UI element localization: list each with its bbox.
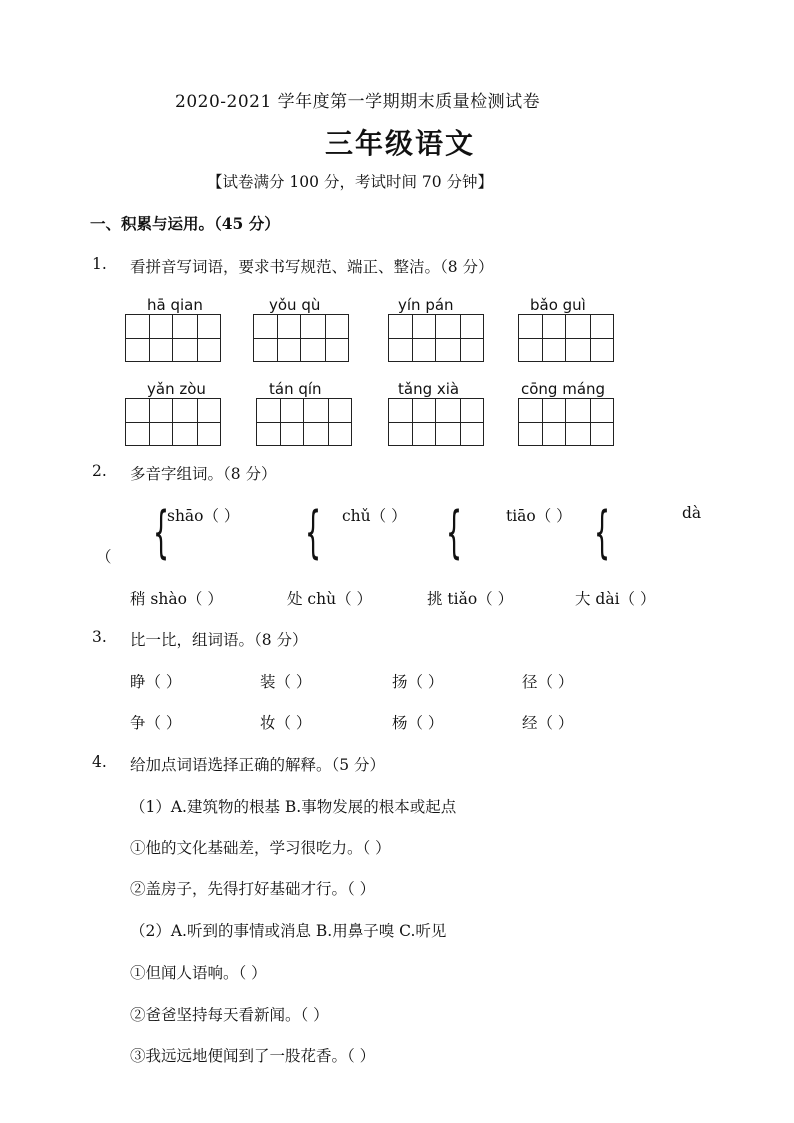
question-text: 看拼音写词语，要求书写规范、端正、整洁。（8 分） — [130, 258, 494, 276]
pinyin-label: yǒu qù — [269, 296, 321, 314]
question-text: 给加点词语选择正确的解释。（5 分） — [130, 756, 386, 774]
brace-icon: { — [446, 500, 463, 565]
pinyin-label: yín pán — [398, 296, 454, 314]
compare-item[interactable]: 经（ ） — [522, 714, 574, 732]
question-text: 多音字组词。（8 分） — [130, 465, 277, 483]
pinyin-label: yǎn zòu — [147, 380, 206, 398]
question-number: 3. — [92, 628, 107, 646]
question-text: 比一比，组词语。（8 分） — [130, 631, 308, 649]
polyphone-item[interactable]: 挑 tiǎo（ ） — [427, 590, 514, 608]
writing-grid[interactable] — [388, 398, 484, 446]
pinyin-label: tán qín — [269, 380, 322, 398]
compare-item[interactable]: 争（ ） — [130, 714, 182, 732]
polyphone-item[interactable]: shāo（ ） — [167, 507, 240, 525]
answer-line[interactable]: ②盖房子，先得打好基础才行。（ ） — [130, 880, 376, 898]
polyphone-item: dà — [682, 504, 702, 522]
polyphone-item[interactable]: 稍 shào（ ） — [130, 590, 223, 608]
writing-grid[interactable] — [253, 314, 349, 362]
compare-item[interactable]: 妆（ ） — [260, 714, 312, 732]
pinyin-label: bǎo guì — [530, 296, 586, 314]
exam-header-line1: 2020-2021 学年度第一学期期末质量检测试卷 — [175, 92, 541, 112]
section-title: 一、积累与运用。（45 分） — [90, 214, 280, 233]
answer-line[interactable]: ①但闻人语响。（ ） — [130, 964, 267, 982]
exam-title: 三年级语文 — [325, 127, 476, 160]
pinyin-label: cōng máng — [521, 380, 606, 398]
writing-grid[interactable] — [125, 398, 221, 446]
question-number: 2. — [92, 462, 107, 480]
pinyin-label: hā qian — [147, 296, 203, 314]
compare-item[interactable]: 径（ ） — [522, 673, 574, 691]
writing-grid[interactable] — [256, 398, 352, 446]
brace-icon: { — [305, 500, 322, 565]
compare-item[interactable]: 装（ ） — [260, 673, 312, 691]
answer-line[interactable]: ②爸爸坚持每天看新闻。（ ） — [130, 1006, 329, 1024]
compare-item[interactable]: 杨（ ） — [392, 714, 444, 732]
exam-score-time: 【试卷满分 100 分，考试时间 70 分钟】 — [207, 173, 494, 191]
answer-line[interactable]: ①他的文化基础差，学习很吃力。（ ） — [130, 839, 391, 857]
question-number: 4. — [92, 753, 107, 771]
brace-icon: { — [153, 500, 170, 565]
polyphone-item[interactable]: chǔ（ ） — [342, 507, 407, 525]
compare-item[interactable]: 扬（ ） — [392, 673, 444, 691]
compare-item[interactable]: 睁（ ） — [130, 673, 182, 691]
left-paren: （ — [96, 548, 112, 566]
writing-grid[interactable] — [518, 398, 614, 446]
polyphone-item[interactable]: 大 dài（ ） — [575, 590, 656, 608]
answer-line[interactable]: ③我远远地便闻到了一股花香。（ ） — [130, 1047, 376, 1065]
definition-options: （1）A.建筑物的根基 B.事物发展的根本或起点 — [130, 798, 457, 816]
writing-grid[interactable] — [388, 314, 484, 362]
definition-options: （2）A.听到的事情或消息 B.用鼻子嗅 C.听见 — [130, 922, 447, 940]
polyphone-item[interactable]: 处 chù（ ） — [287, 590, 373, 608]
pinyin-label: tǎng xià — [398, 380, 460, 398]
question-number: 1. — [92, 255, 107, 273]
writing-grid[interactable] — [518, 314, 614, 362]
brace-icon: { — [594, 500, 611, 565]
polyphone-item[interactable]: tiāo（ ） — [506, 507, 572, 525]
writing-grid[interactable] — [125, 314, 221, 362]
